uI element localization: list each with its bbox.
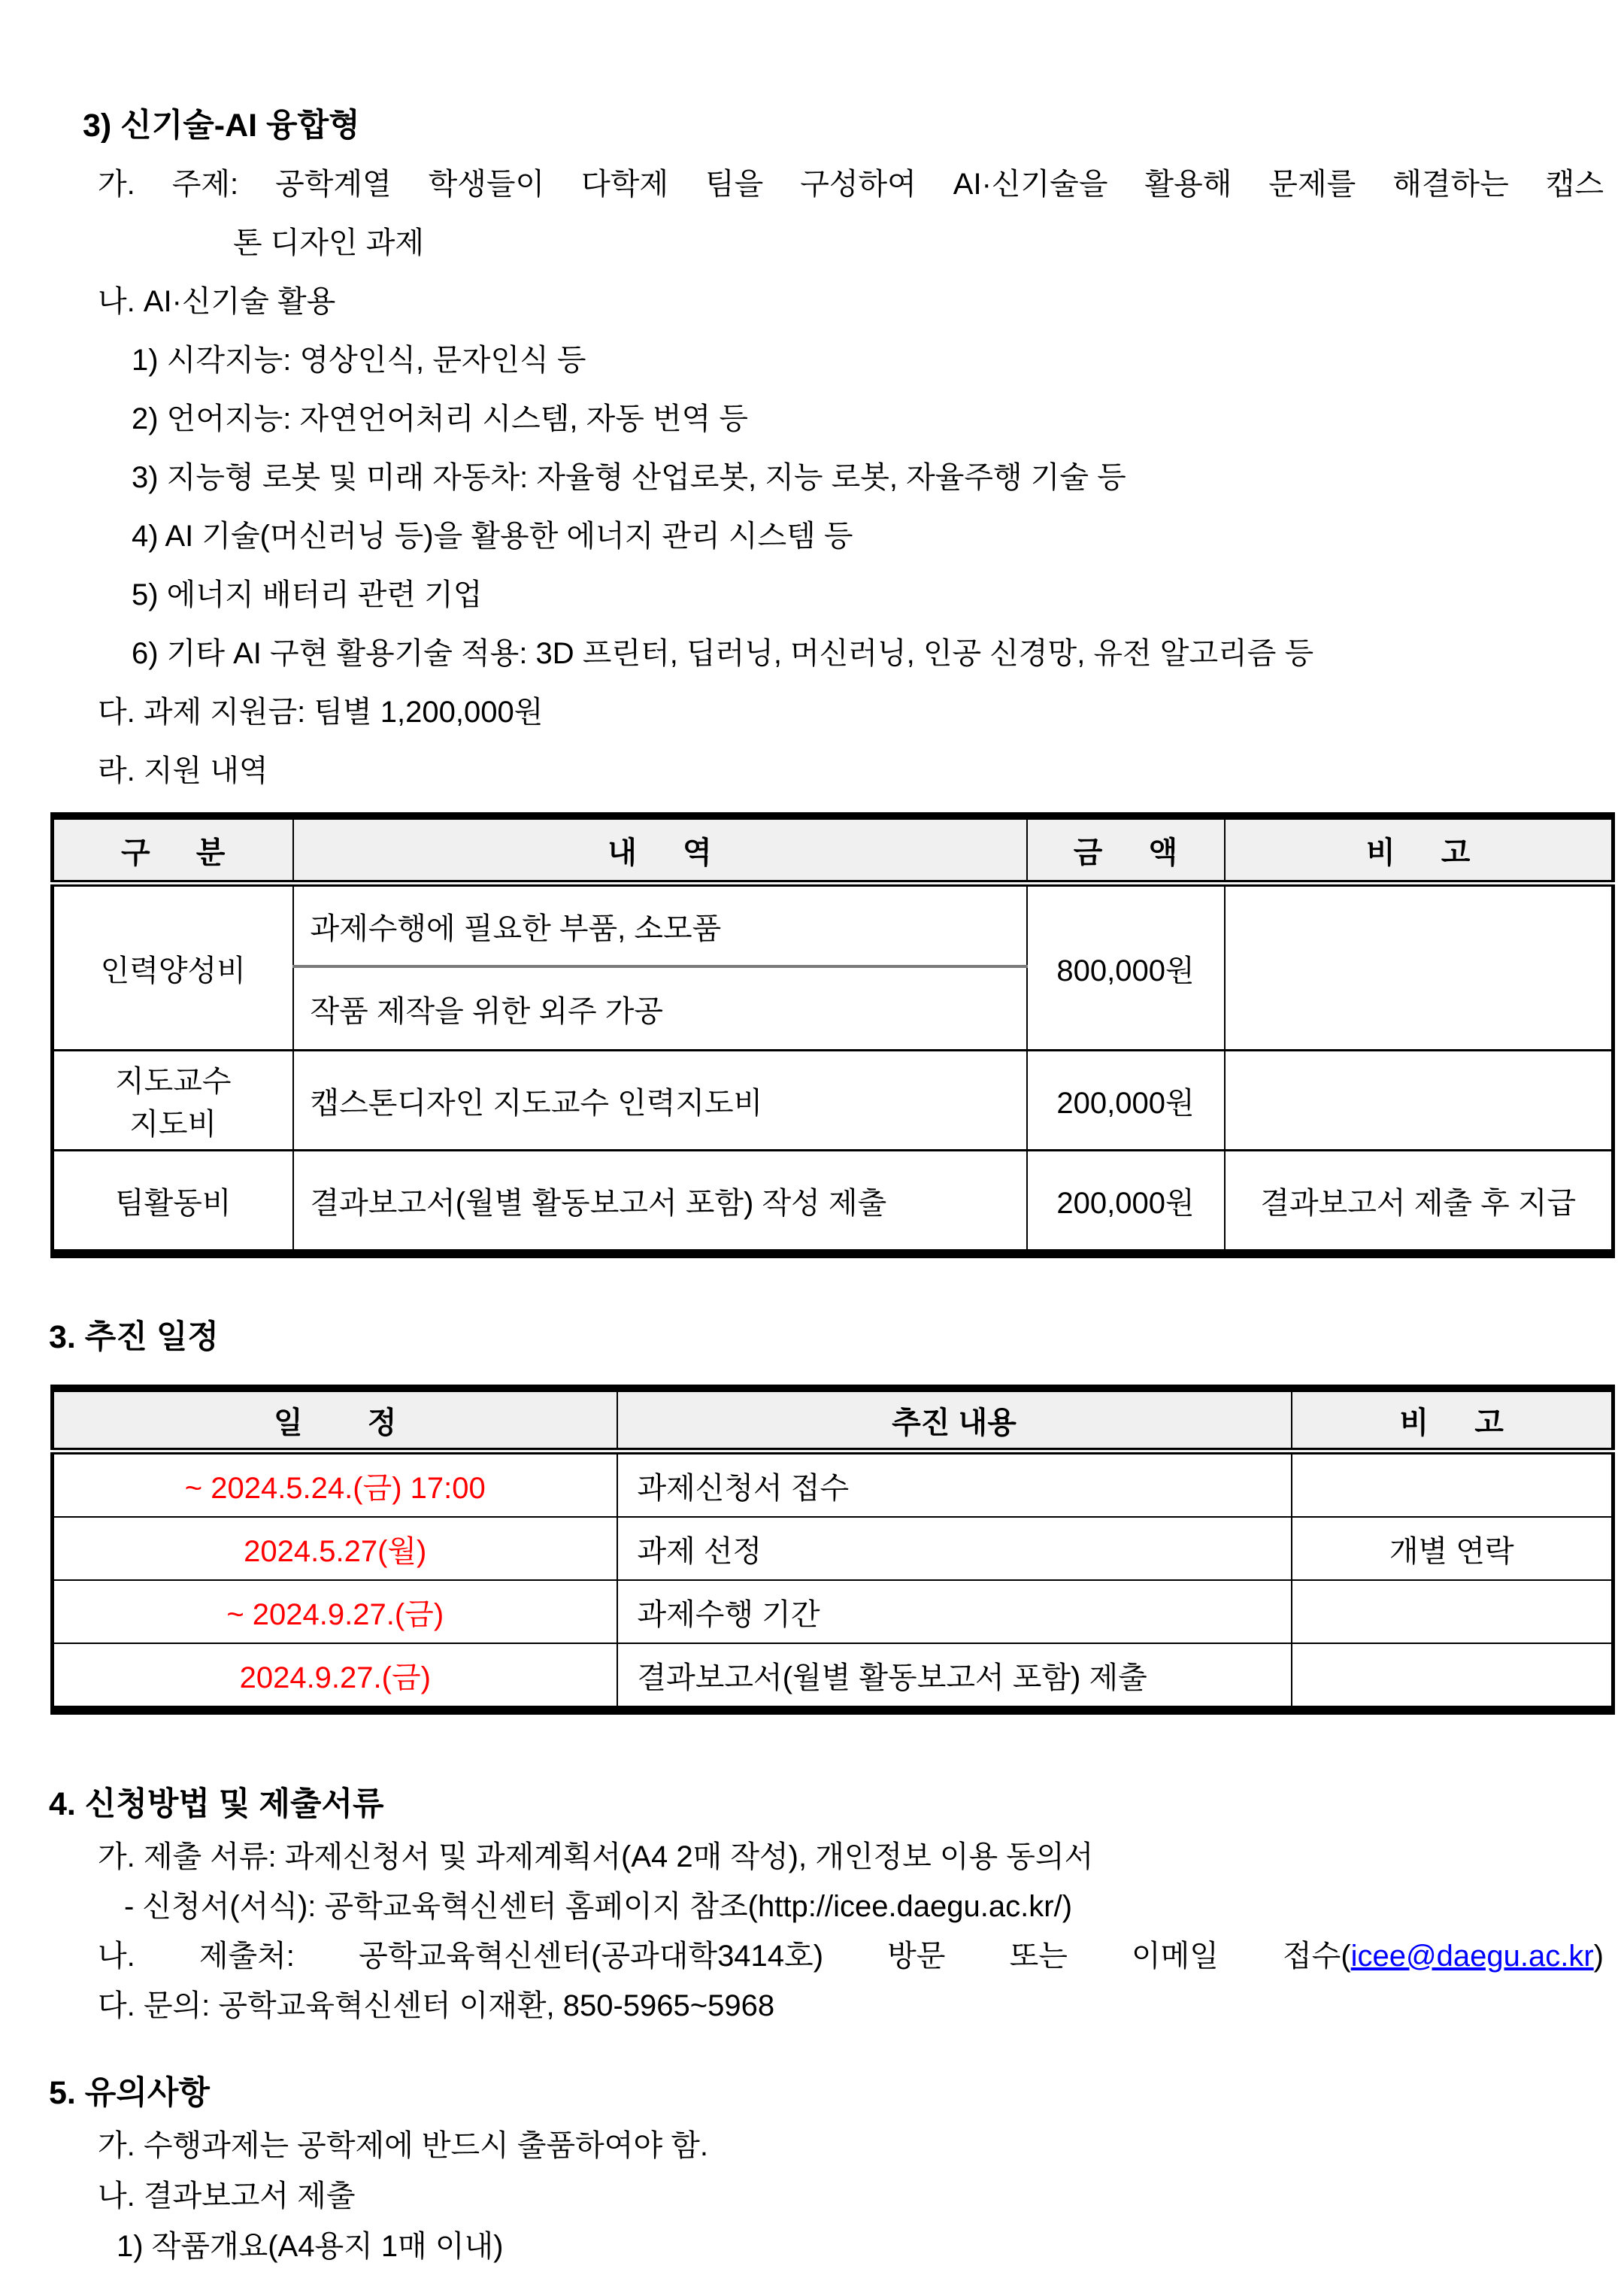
section-notice bbox=[49, 2070, 1605, 2272]
support-cell-note-hr bbox=[1225, 884, 1613, 1051]
support-header-amount: 금 액 bbox=[1027, 816, 1225, 884]
support-cell-detail-parts: 과제수행에 필요한 부품, 소모품 bbox=[293, 884, 1027, 967]
apply-form-line: - 신청서(서식): 공학교육혁신센터 홈페이지 참조(http://icee.daegu.ac.kr/) bbox=[124, 1890, 1073, 1923]
support-category-advisor-line1: 지도교수 bbox=[114, 1065, 232, 1098]
apply-heading: 4. 신청방법 및 제출서류 bbox=[49, 1786, 384, 1822]
support-cell-detail-team: 결과보고서(월별 활동보고서 포함) 작성 제출 bbox=[293, 1151, 1027, 1254]
section-apply bbox=[49, 1781, 1605, 2031]
schedule-row-application bbox=[53, 1451, 1613, 1518]
newtech-list-item-3: 3) 지능형 로봇 및 미래 자동차: 자율형 산업로봇, 지능 로봇, 자율주행 기술 등 bbox=[132, 461, 1126, 494]
support-cell-detail-advisor: 캡스톤디자인 지도교수 인력지도비 bbox=[293, 1051, 1027, 1151]
schedule-row-selection bbox=[53, 1517, 1613, 1580]
support-cell-amount-team: 200,000원 bbox=[1027, 1151, 1225, 1254]
support-cell-detail-outsourcing: 작품 제작을 위한 외주 가공 bbox=[293, 966, 1027, 1051]
schedule-row-report bbox=[53, 1643, 1613, 1710]
support-category-advisor-line2: 지도비 bbox=[129, 1108, 217, 1141]
newtech-heading: 3) 신기술-AI 융합형 bbox=[83, 108, 360, 144]
schedule-date-application: ~ 2024.5.24.(금) 17:00 bbox=[53, 1451, 617, 1518]
newtech-list-item-6: 6) 기타 AI 구현 활용기술 적용: 3D 프린터, 딥러닝, 머신러닝, 인공 신경망, 유전 알고리즘 등 bbox=[132, 637, 1314, 670]
newtech-support-label: 라. 지원 내역 bbox=[98, 754, 268, 787]
notice-heading: 5. 유의사항 bbox=[49, 2075, 210, 2111]
notice-report-item-1: 1) 작품개요(A4용지 1매 이내) bbox=[117, 2230, 504, 2263]
support-table-header-row bbox=[53, 816, 1613, 884]
support-table bbox=[50, 812, 1615, 1258]
newtech-topic-line-2: 톤 디자인 과제 bbox=[233, 226, 425, 259]
apply-submission-prefix: 나. 제출처: 공학교육혁신센터(공과대학3414호) 방문 또는 이메일 접수( bbox=[98, 1940, 1351, 1973]
support-row-team-activity bbox=[53, 1151, 1613, 1254]
schedule-date-selection: 2024.5.27(월) bbox=[53, 1517, 617, 1580]
newtech-usage-label: 나. AI·신기술 활용 bbox=[98, 285, 336, 318]
schedule-date-execution: ~ 2024.9.27.(금) bbox=[53, 1580, 617, 1643]
support-header-detail: 내 역 bbox=[293, 816, 1027, 884]
support-cell-category-advisor bbox=[53, 1051, 293, 1151]
schedule-content-report: 결과보고서(월별 활동보고서 포함) 제출 bbox=[617, 1643, 1292, 1710]
schedule-header-content: 추진 내용 bbox=[617, 1388, 1292, 1451]
support-cell-note-team: 결과보고서 제출 후 지급 bbox=[1225, 1151, 1613, 1254]
notice-report-line: 나. 결과보고서 제출 bbox=[98, 2179, 356, 2213]
schedule-content-application: 과제신청서 접수 bbox=[617, 1451, 1292, 1518]
email-link[interactable]: icee@daegu.ac.kr bbox=[1350, 1940, 1594, 1973]
support-cell-category-team: 팀활동비 bbox=[53, 1151, 293, 1254]
schedule-note-application bbox=[1292, 1451, 1613, 1518]
schedule-note-report bbox=[1292, 1643, 1613, 1710]
schedule-date-report: 2024.9.27.(금) bbox=[53, 1643, 617, 1710]
support-header-note: 비 고 bbox=[1225, 816, 1613, 884]
apply-documents-line: 가. 제출 서류: 과제신청서 및 과제계획서(A4 2매 작성), 개인정보 이용 동의서 bbox=[98, 1840, 1094, 1873]
schedule-header-row bbox=[53, 1388, 1613, 1451]
apply-contact-line: 다. 문의: 공학교육혁신센터 이재환, 850-5965~5968 bbox=[98, 1989, 775, 2022]
support-cell-category-hr: 인력양성비 bbox=[53, 884, 293, 1051]
newtech-list-item-5: 5) 에너지 배터리 관련 기업 bbox=[132, 578, 483, 611]
schedule-heading: 3. 추진 일정 bbox=[49, 1319, 219, 1355]
notice-exhibit-line: 가. 수행과제는 공학제에 반드시 출품하여야 함. bbox=[98, 2129, 708, 2162]
support-header-category: 구 분 bbox=[53, 816, 293, 884]
schedule-row-execution bbox=[53, 1580, 1613, 1643]
support-cell-amount-advisor: 200,000원 bbox=[1027, 1051, 1225, 1151]
newtech-list-item-4: 4) AI 기술(머신러닝 등)을 활용한 에너지 관리 시스템 등 bbox=[132, 520, 853, 553]
support-row-advisor-fee bbox=[53, 1051, 1613, 1151]
newtech-list-item-1: 1) 시각지능: 영상인식, 문자인식 등 bbox=[132, 344, 586, 377]
schedule-header-note: 비 고 bbox=[1292, 1388, 1613, 1451]
schedule-content-execution: 과제수행 기간 bbox=[617, 1580, 1292, 1643]
schedule-content-selection: 과제 선정 bbox=[617, 1517, 1292, 1580]
apply-submission-line bbox=[83, 1931, 1605, 1981]
schedule-note-selection: 개별 연락 bbox=[1292, 1517, 1613, 1580]
support-cell-amount-hr: 800,000원 bbox=[1027, 884, 1225, 1051]
apply-submission-suffix: ) bbox=[1593, 1940, 1604, 1973]
newtech-list-item-2: 2) 언어지능: 자연언어처리 시스템, 자동 번역 등 bbox=[132, 402, 748, 435]
newtech-topic-line-1: 가. 주제: 공학계열 학생들이 다학제 팀을 구성하여 AI·신기술을 활용해 문제를 해결하는 캡스 bbox=[98, 168, 1604, 201]
newtech-fund-line: 다. 과제 지원금: 팀별 1,200,000원 bbox=[98, 696, 544, 729]
support-cell-note-advisor bbox=[1225, 1051, 1613, 1151]
schedule-header-date: 일 정 bbox=[53, 1388, 617, 1451]
schedule-note-execution bbox=[1292, 1580, 1613, 1643]
support-row-hr-cost-a bbox=[53, 884, 1613, 967]
schedule-table bbox=[50, 1385, 1615, 1715]
section-newtech bbox=[83, 96, 1605, 800]
